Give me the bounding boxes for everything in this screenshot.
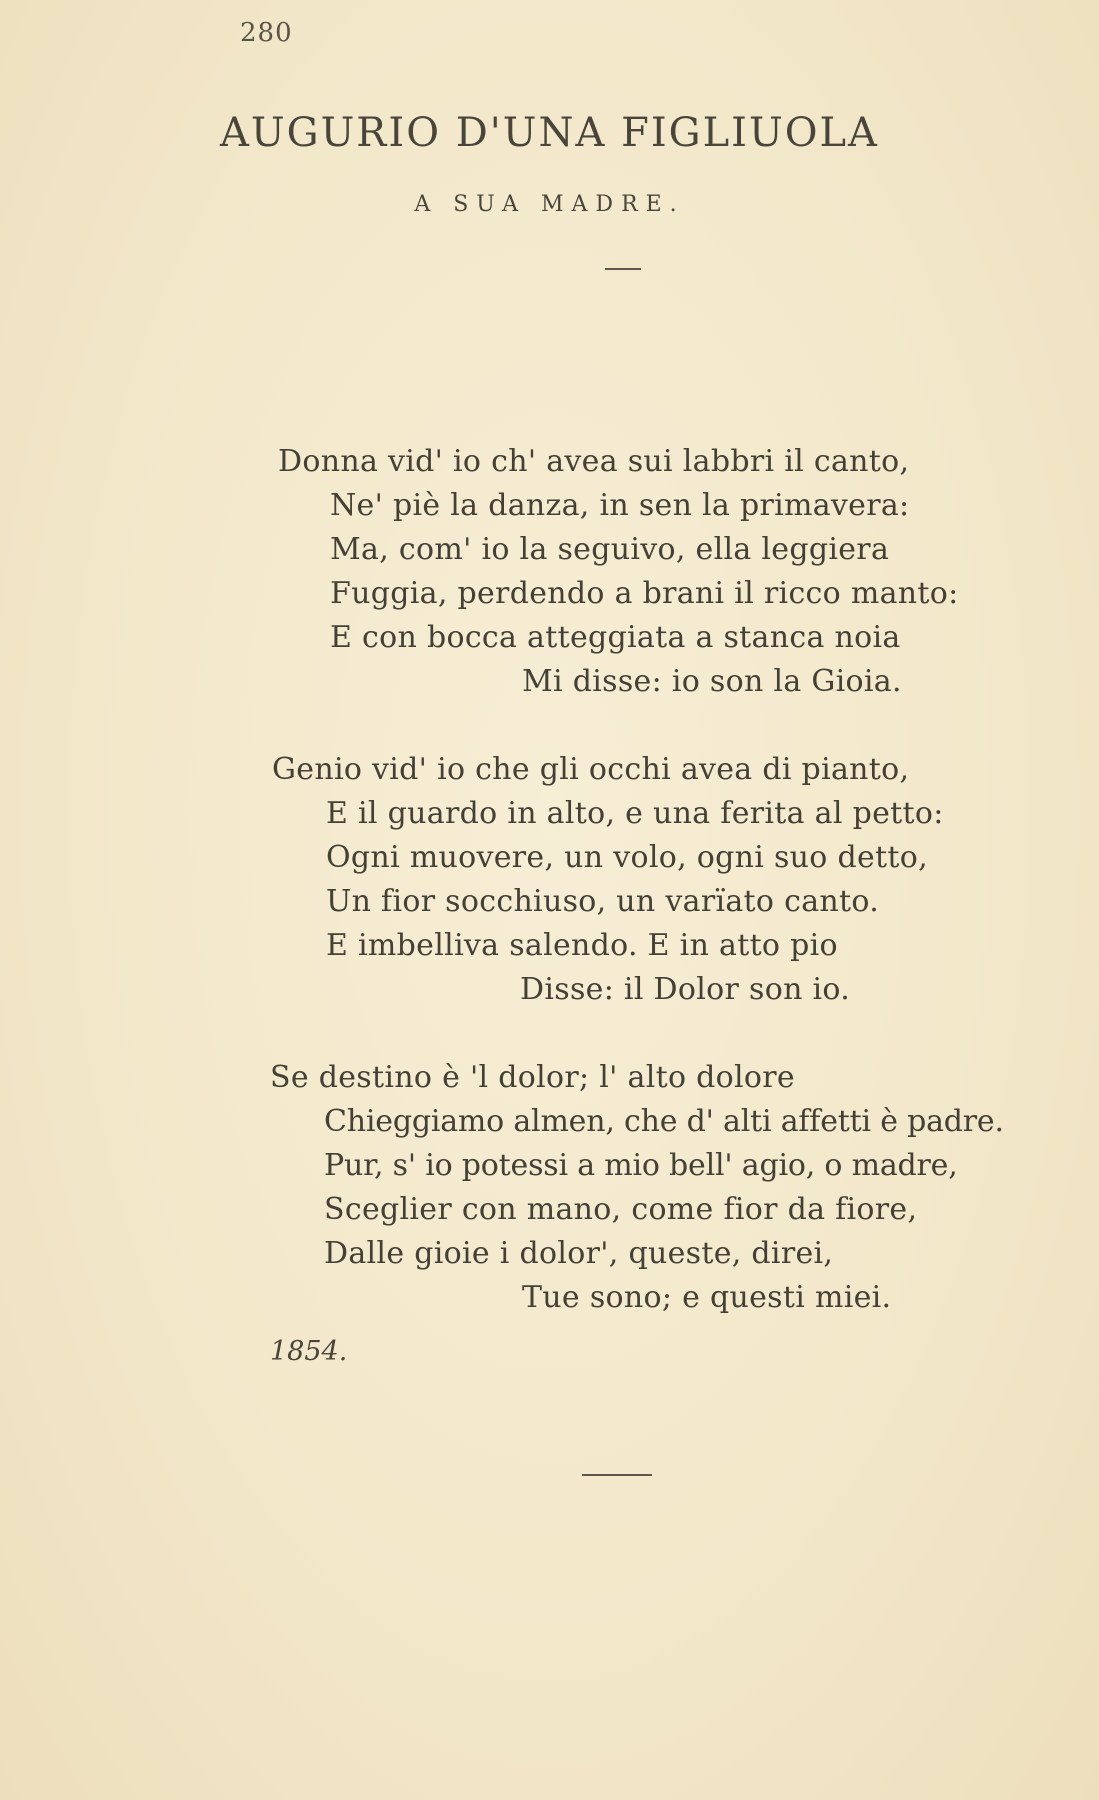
verse-line: Se destino è 'l dolor; l' alto dolore [270, 1060, 795, 1095]
poem-date: 1854. [270, 1336, 348, 1367]
page-number: 280 [240, 18, 293, 48]
verse-line: E imbelliva salendo. E in atto pio [326, 928, 838, 963]
verse-line: Ma, com' io la seguivo, ella leggiera [330, 532, 890, 567]
verse-line: E il guardo in alto, e una ferita al petto: [326, 796, 944, 831]
verse-line: E con bocca atteggiata a stanca noia [330, 620, 901, 655]
verse-line: Genio vid' io che gli occhi avea di pianto, [272, 752, 910, 787]
verse-line: Sceglier con mano, come fior da fiore, [324, 1192, 918, 1227]
poem-title: AUGURIO D'UNA FIGLIUOLA [220, 110, 879, 156]
verse-line: Donna vid' io ch' avea sui labbri il canto, [278, 444, 910, 479]
verse-line: Fuggia, perdendo a brani il ricco manto: [330, 576, 959, 611]
verse-line: Disse: il Dolor son io. [520, 972, 851, 1007]
verse-line: Ogni muovere, un volo, ogni suo detto, [326, 840, 928, 875]
title-divider [605, 268, 641, 270]
verse-line: Ne' piè la danza, in sen la primavera: [330, 488, 910, 523]
verse-line: Tue sono; e questi miei. [522, 1280, 892, 1315]
verse-line: Un fior socchiuso, un varïato canto. [326, 884, 880, 919]
verse-line: Dalle gioie i dolor', queste, direi, [324, 1236, 834, 1271]
verse-line: Chieggiamo almen, che d' alti affetti è padre. [324, 1104, 1004, 1139]
verse-line: Mi disse: io son la Gioia. [522, 664, 902, 699]
end-divider [582, 1474, 652, 1476]
poem-dedication: A SUA MADRE. [414, 192, 685, 217]
verse-line: Pur, s' io potessi a mio bell' agio, o madre, [324, 1148, 958, 1183]
